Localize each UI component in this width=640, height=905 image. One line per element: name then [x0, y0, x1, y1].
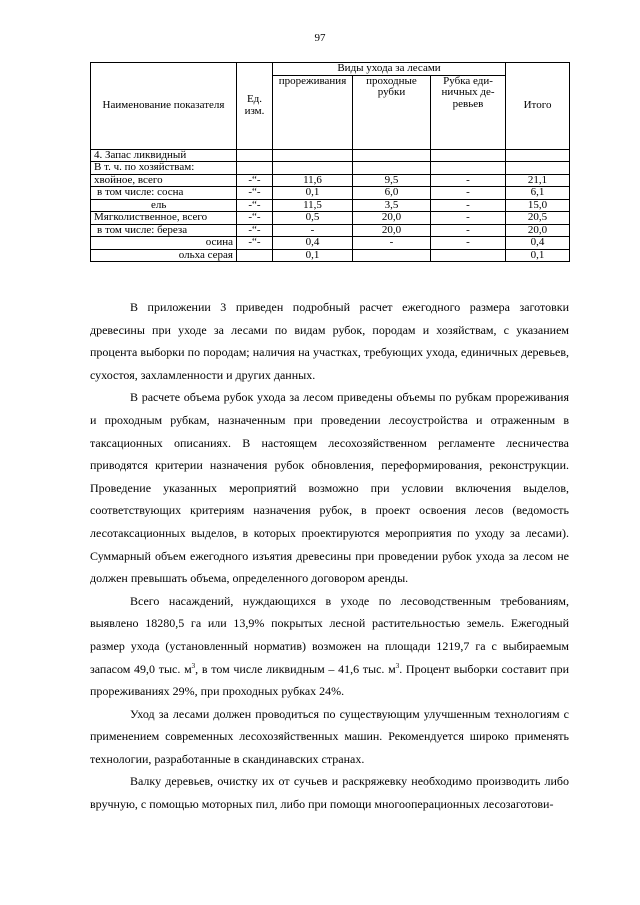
row-unit: [237, 249, 273, 262]
row-name: ель: [91, 199, 237, 212]
paragraph-text: Всего насаждений, нуждающихся в уходе по лесоводственным требованиям, выявлено 18280,5 га или 13,9% покрытых лесной растительностью земель. Ежегодный размер ухода (установленный норматив) возможен на площади 1219,7 га с выбираемым запасом 49,0 тыс. м: [90, 593, 569, 676]
header-passage-cuttings: проходные рубки: [353, 75, 431, 149]
row-total: [506, 149, 570, 162]
row-unit: -“-: [237, 212, 273, 225]
paragraph: В приложении 3 приведен подробный расчет ежегодного размера заготовки древесины при уходе за лесами по видам рубок, породам и хозяйствам, с указанием процента выборки по породам; наличия на участках, требующих ухода, единичных деревьев, сухостоя, захламленности и других данных.: [90, 300, 569, 382]
row-single: -: [431, 224, 506, 237]
header-care-types: Виды ухода за лесами: [273, 63, 506, 76]
row-total: 20,5: [506, 212, 570, 225]
row-passage: [353, 249, 431, 262]
row-total: 20,0: [506, 224, 570, 237]
forest-care-table: [90, 62, 570, 262]
table-row: [91, 162, 570, 175]
row-passage: 6,0: [353, 187, 431, 200]
superscript: 3: [191, 661, 196, 670]
row-single: [431, 249, 506, 262]
row-thinning: 11,5: [273, 199, 353, 212]
row-thinning: 0,5: [273, 212, 353, 225]
row-single: [431, 162, 506, 175]
paragraph: В расчете объема рубок ухода за лесом приведены объемы по рубкам прореживания и проходным рубкам, назначенным при проведении лесоустройства и отраженным в таксационных описаниях. В настоящем лесохозяйственном регламенте лесничества приводятся критерии назначения рубок обновления, переформирования, реконструкции. Проведение указанных мероприятий возможно при условии включения выделов, соответствующих критериям назначения рубок, в проект освоения лесов (ведомость лесотаксационных выделов, в которых проектируются мероприятия по уходу за лесами). Суммарный объем ежегодного изъятия древесины при проведении рубок ухода за лесом не должен превышать объема, определенного договором аренды.: [90, 390, 569, 586]
row-unit: -“-: [237, 199, 273, 212]
table-row: [91, 199, 570, 212]
row-passage: 9,5: [353, 174, 431, 187]
row-total: 15,0: [506, 199, 570, 212]
paragraph: Валку деревьев, очистку их от сучьев и раскряжевку необходимо производить либо вручную, с помощью моторных пил, либо при помощи многооперационных лесозаготови-: [90, 774, 569, 812]
row-single: -: [431, 212, 506, 225]
row-name: в том числе: сосна: [91, 187, 237, 200]
row-thinning: 0,4: [273, 237, 353, 250]
row-single: -: [431, 237, 506, 250]
table-row: [91, 187, 570, 200]
row-passage: 20,0: [353, 224, 431, 237]
table-row: [91, 224, 570, 237]
row-single: [431, 149, 506, 162]
paragraph-text: , в том числе ликвидным – 41,6 тыс. м: [195, 661, 396, 676]
row-single: -: [431, 199, 506, 212]
row-thinning: 0,1: [273, 249, 353, 262]
row-unit: -“-: [237, 224, 273, 237]
row-unit: [237, 162, 273, 175]
row-thinning: 11,6: [273, 174, 353, 187]
table-row: [91, 149, 570, 162]
paragraph: [90, 590, 569, 703]
header-indicator: Наименование показателя: [91, 63, 237, 150]
table-row: [91, 174, 570, 187]
row-name: В т. ч. по хозяйствам:: [91, 162, 237, 175]
header-total: Итого: [506, 63, 570, 150]
paragraph: Уход за лесами должен проводиться по существующим улучшенным технологиям с применением современных лесохозяйственных машин. Рекомендуется широко применять технологии, разработанные в скандинавских странах.: [90, 706, 569, 766]
row-name: 4. Запас ликвидный: [91, 149, 237, 162]
row-name: Мягколиственное, всего: [91, 212, 237, 225]
table-row: [91, 249, 570, 262]
row-unit: [237, 149, 273, 162]
row-name: осина: [91, 237, 237, 250]
row-thinning: 0,1: [273, 187, 353, 200]
row-total: [506, 162, 570, 175]
row-name: в том числе: береза: [91, 224, 237, 237]
header-single-tree-cutting: Рубка еди- ничных де- ревьев: [431, 75, 506, 149]
header-unit: Ед. изм.: [237, 63, 273, 150]
page-number: 97: [314, 32, 326, 44]
row-thinning: -: [273, 224, 353, 237]
row-name: ольха серая: [91, 249, 237, 262]
row-passage: [353, 162, 431, 175]
row-passage: -: [353, 237, 431, 250]
row-single: -: [431, 174, 506, 187]
table-row: [91, 212, 570, 225]
row-thinning: [273, 162, 353, 175]
row-passage: [353, 149, 431, 162]
row-name: хвойное, всего: [91, 174, 237, 187]
row-passage: 3,5: [353, 199, 431, 212]
paragraph-text: . Процент выборки составит при прореживаниях 29%, при проходных рубках 24%.: [90, 661, 570, 699]
row-total: 21,1: [506, 174, 570, 187]
row-total: 0,1: [506, 249, 570, 262]
row-unit: -“-: [237, 187, 273, 200]
table-header-row: [91, 63, 570, 76]
body-text: [90, 296, 569, 816]
header-thinning: прореживания: [273, 75, 353, 149]
superscript: 3: [395, 661, 400, 670]
row-total: 6,1: [506, 187, 570, 200]
row-unit: -“-: [237, 174, 273, 187]
table-row: [91, 237, 570, 250]
row-thinning: [273, 149, 353, 162]
row-passage: 20,0: [353, 212, 431, 225]
row-single: -: [431, 187, 506, 200]
row-unit: -“-: [237, 237, 273, 250]
row-total: 0,4: [506, 237, 570, 250]
